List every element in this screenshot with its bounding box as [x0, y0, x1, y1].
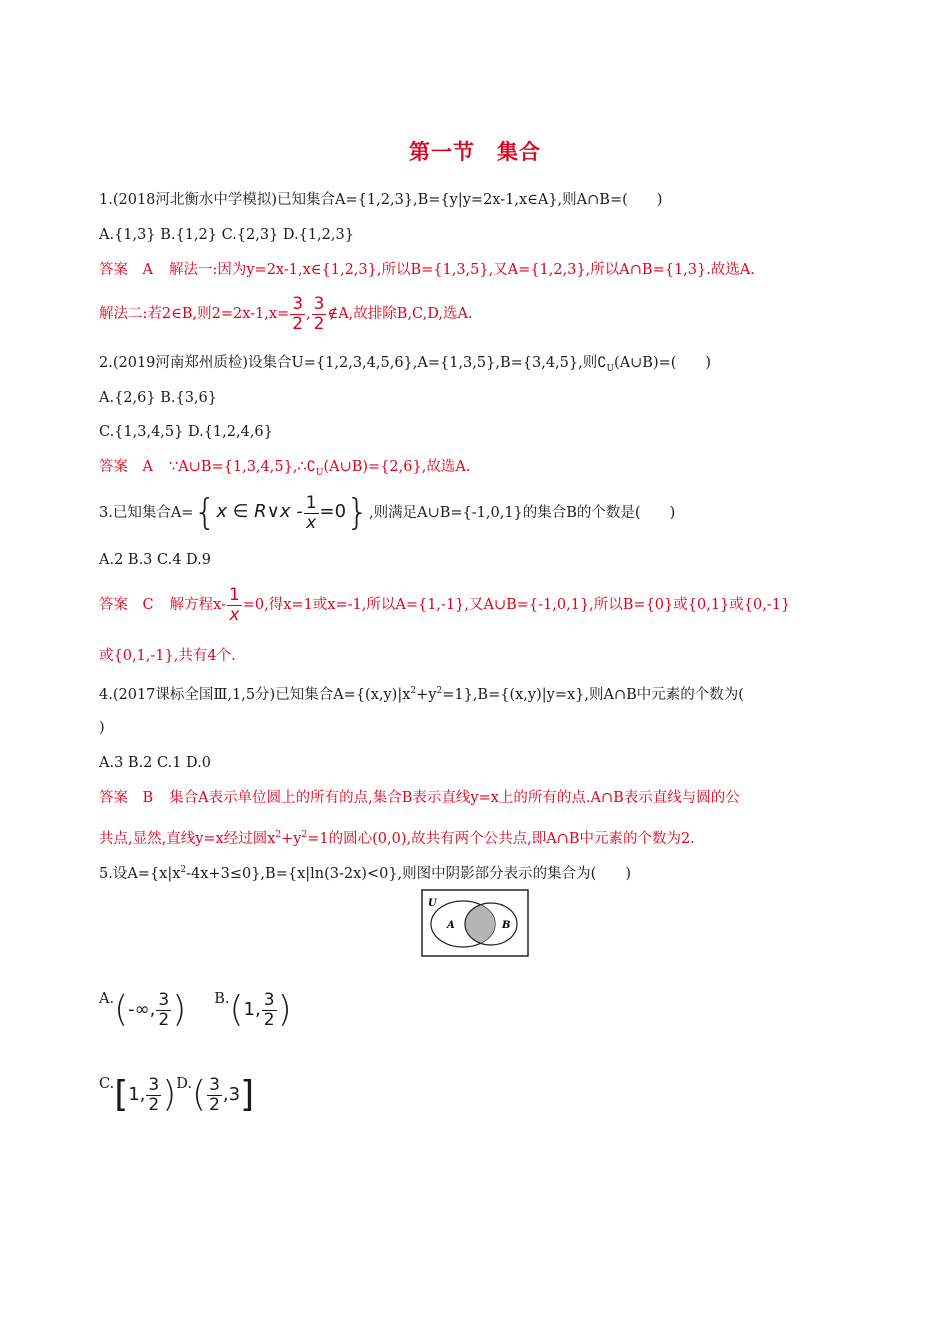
question-2-options-1: A.{2,6} B.{3,6} [99, 390, 217, 406]
left-brace: { [193, 492, 217, 533]
question-1-solution-2 [99, 293, 473, 335]
question-5-stem [99, 860, 631, 884]
right-bracket: ] [240, 1074, 255, 1115]
label-b: B [502, 920, 511, 931]
fraction: $\frac{3}{2}$ [209, 1074, 220, 1115]
option-b-value: 1, [243, 999, 261, 1020]
answer-text: 解法一:因为y=2x-1,x∈{1,2,3},所以B={1,3,5},又A={1,2,3},所以A∩B={1,3}.故选A. [168, 262, 755, 278]
superscript: 2 [275, 830, 282, 840]
superscript: 2 [180, 865, 187, 875]
stem-text: 5.设A={x|x [99, 865, 181, 882]
question-4-options: A.3 B.2 C.1 D.0 [99, 755, 211, 771]
right-paren: ) [162, 1074, 177, 1115]
label-u: U [428, 898, 437, 909]
stem-text: 4.(2017课标全国Ⅲ,1,5分)已知集合A={(x,y)|x [99, 686, 411, 703]
question-4-answer [99, 788, 740, 808]
option-d-value: ,3 [222, 1084, 241, 1105]
question-3-stem [99, 490, 675, 535]
fraction: $\frac{3}{2}$ [148, 1074, 160, 1115]
option-c-value: 1, [128, 1084, 146, 1105]
superscript: 2 [436, 686, 443, 696]
stem-text: 3.已知集合A= [99, 505, 194, 521]
answer-label: 答案 C [99, 597, 154, 613]
answer-text: +y [281, 830, 302, 847]
answer-text: 解方程x- [169, 597, 226, 613]
question-3-answer-line-2: 或{0,1,-1},共有4个. [99, 648, 236, 664]
fraction: $\frac{3}{2}$ [313, 293, 325, 334]
option-c-label: C. [99, 1076, 115, 1092]
option-a-label: A. [99, 991, 115, 1007]
right-paren: ) [172, 989, 187, 1030]
right-brace: } [346, 492, 369, 533]
fraction: $\frac{3}{2}$ [263, 989, 275, 1030]
option-a-value: -∞, [128, 999, 156, 1020]
left-bracket: [ [114, 1074, 129, 1115]
label-a: A [447, 920, 455, 931]
question-4-stem-line-2: ) [99, 720, 105, 736]
answer-text: ∵A∪B={1,3,4,5},∴∁ [168, 459, 316, 475]
answer-label: 答案 A [99, 262, 153, 278]
set-expression: =0 [319, 501, 347, 522]
fraction: $\frac{3}{2}$ [158, 989, 170, 1030]
question-4-answer-line-2 [99, 825, 695, 849]
question-2-stem [99, 353, 711, 379]
stem-text: (A∪B)=( ) [614, 355, 712, 371]
solution-text: ∉A,故排除B,C,D,选A. [327, 306, 473, 322]
left-paren: ( [192, 1074, 207, 1115]
option-b-label: B. [214, 991, 230, 1007]
stem-text: +y [416, 686, 437, 703]
fraction: $\frac{3}{2}$ [292, 293, 304, 334]
question-3-options: A.2 B.3 C.4 D.9 [99, 552, 211, 568]
question-1-answer [99, 260, 755, 280]
stem-text: 2.(2019河南郑州质检)设集合U={1,2,3,4,5,6},A={1,3,5},B={3,4,5},则∁ [99, 355, 607, 371]
stem-text: =1},B={(x,y)|y=x},则A∩B中元素的个数为( [442, 686, 744, 703]
stem-text: -4x+3≤0},B={x|ln(3-2x)<0},则图中阴影部分表示的集合为( ) [186, 865, 631, 882]
question-5-options-ab [99, 985, 292, 1035]
page-title: 第一节 集合 [409, 140, 541, 164]
superscript: 2 [301, 830, 308, 840]
subscript: U [315, 467, 324, 478]
question-2-options-2: C.{1,3,4,5} D.{1,2,4,6} [99, 424, 273, 440]
question-5-options-cd [99, 1070, 254, 1120]
solution-text: 解法二:若2∈B,则2=2x-1,x= [99, 306, 290, 322]
subscript: U [606, 363, 615, 374]
question-1-options: A.{1,3} B.{1,2} C.{2,3} D.{1,2,3} [99, 227, 354, 243]
left-paren: ( [229, 989, 244, 1030]
left-paren: ( [114, 989, 129, 1030]
answer-text: =1的圆心(0,0),故共有两个公共点,即A∩B中元素的个数为2. [307, 830, 695, 847]
venn-diagram [421, 889, 529, 957]
answer-text: 共点,显然,直线y=x经过圆x [99, 830, 276, 847]
answer-label: 答案 B [99, 790, 154, 806]
question-4-stem [99, 681, 744, 705]
question-2-answer [99, 457, 470, 483]
answer-text: (A∪B)={2,6},故选A. [323, 459, 471, 475]
question-1-stem: 1.(2018河北衡水中学模拟)已知集合A={1,2,3},B={y|y=2x-1,x∈A},则A∩B=( ) [99, 192, 663, 208]
stem-text: ,则满足A∪B={-1,0,1}的集合B的个数是( ) [368, 505, 676, 521]
answer-text: 集合A表示单位圆上的所有的点,集合B表示直线y=x上的所有的点.A∩B表示直线与圆的公 [169, 790, 740, 806]
set-expression: x ∈ R∨x - [216, 501, 303, 522]
fraction: $\frac{1}{x}$ [228, 584, 240, 625]
right-paren: ) [277, 989, 292, 1030]
answer-label: 答案 A [99, 459, 153, 475]
separator: , [306, 306, 311, 322]
answer-text: =0,得x=1或x=-1,所以A={1,-1},又A∪B={-1,0,1},所以B={0}或{0,1}或{0,-1} [242, 597, 791, 613]
superscript: 2 [410, 686, 417, 696]
question-3-answer [99, 583, 790, 627]
fraction: $\frac{1}{x}$ [305, 492, 317, 533]
option-d-label: D. [176, 1076, 193, 1092]
